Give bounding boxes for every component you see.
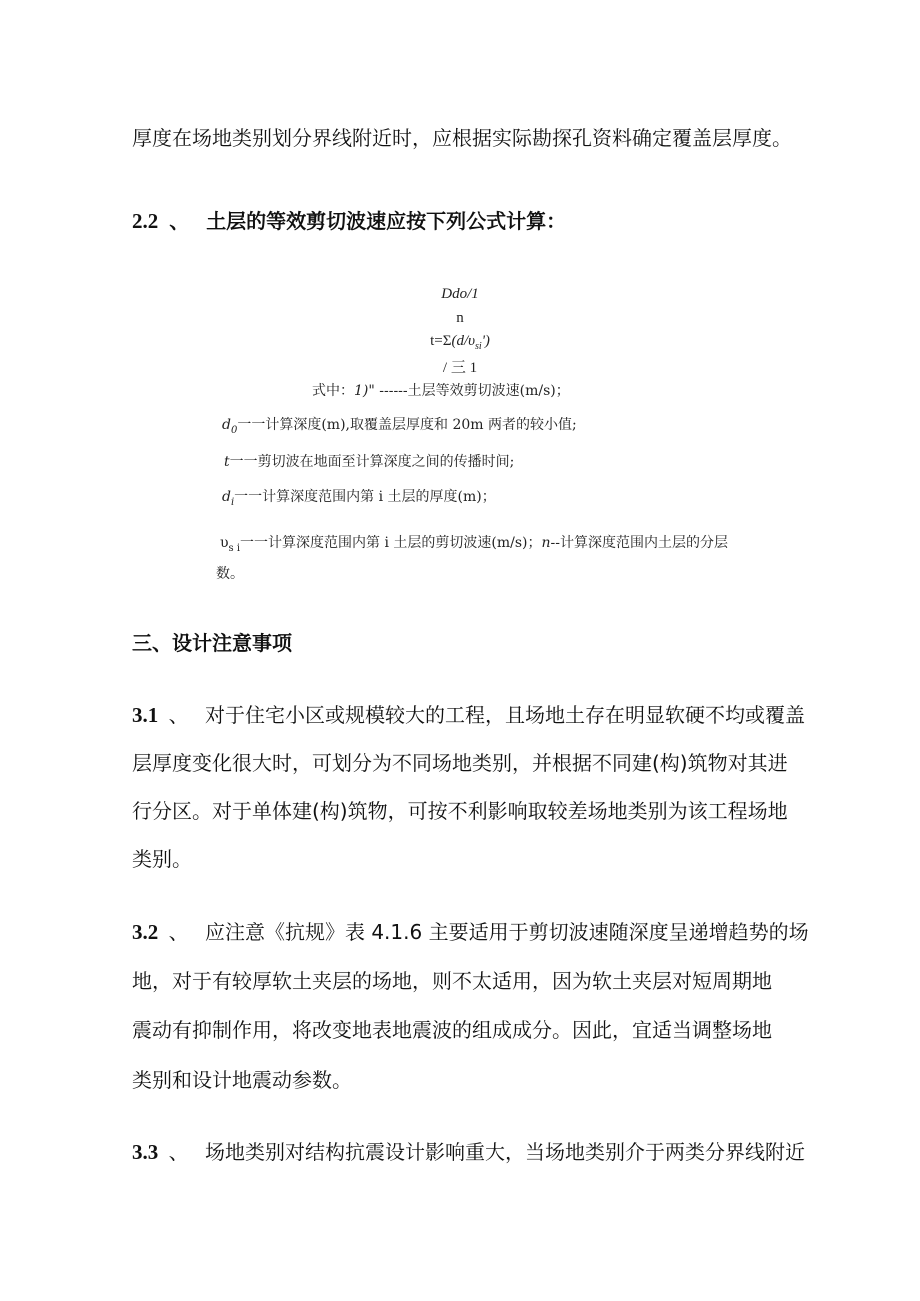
- note-symbol: t: [224, 454, 230, 470]
- note-label: 式中：: [312, 383, 354, 399]
- note-4: [222, 486, 496, 508]
- note-symbol: υ: [220, 535, 229, 551]
- paragraph-3-3-line-1: [132, 1136, 805, 1165]
- note-2: [222, 414, 577, 436]
- formula-sub: si: [475, 341, 482, 352]
- note-1: [312, 380, 570, 400]
- note-sub: 0: [230, 424, 238, 436]
- paragraph-number: 3.3: [132, 1140, 159, 1164]
- section-3-heading: 三、设计注意事项: [132, 631, 292, 655]
- section-title: 土层的等效剪切波速应按下列公式计算：: [206, 209, 567, 233]
- formula-line-4: / 三 1: [442, 360, 478, 376]
- note-text: ------土层等效剪切波速(m/s)；: [374, 383, 570, 399]
- paragraph-3-2-line-1: [132, 916, 809, 945]
- note-text: 一一计算深度(m),取覆盖层厚度和 20m 两者的较小值;: [237, 417, 577, 433]
- note-text: 一一剪切波在地面至计算深度之间的传播时间;: [229, 454, 515, 470]
- paragraph-text: 应注意《抗规》表 4.1.6 主要适用于剪切波速随深度呈递增趋势的场: [204, 920, 809, 944]
- formula-line-3: [0, 333, 920, 352]
- note-3: [224, 451, 514, 471]
- paragraph-separator: 、: [168, 703, 189, 727]
- paragraph-number: 3.1: [132, 703, 159, 727]
- paragraph-3-1-line-2: 层厚度变化很大时，可划分为不同场地类别，并根据不同建(构)筑物对其进: [132, 751, 788, 775]
- note-5-continuation: 数。: [216, 566, 244, 582]
- formula-close: '): [481, 333, 490, 349]
- paragraph-3-2-line-2: 地，对于有较厚软土夹层的场地，则不太适用，因为软土夹层对短周期地: [132, 969, 772, 993]
- paragraph-3-1-line-4: 类别。: [132, 847, 192, 871]
- intro-line: 厚度在场地类别划分界线附近时，应根据实际勘探孔资料确定覆盖层厚度。: [132, 126, 792, 150]
- paragraph-3-1-line-1: [132, 699, 805, 728]
- note-text: 一一计算深度范围内第 i 土层的剪切波速(m/s)；: [240, 535, 542, 551]
- paragraph-number: 3.2: [132, 920, 159, 944]
- section-number: 2.2: [132, 209, 159, 233]
- section-separator: 、: [169, 209, 190, 233]
- note-sub: s i: [228, 542, 241, 554]
- section-2-2-heading: [132, 205, 566, 234]
- note-symbol: d: [222, 417, 231, 433]
- paragraph-3-1-line-3: 行分区。对于单体建(构)筑物，可按不利影响取较差场地类别为该工程场地: [132, 799, 788, 823]
- note-symbol: 1)": [354, 383, 375, 399]
- formula-line-1: Ddo/1: [441, 286, 479, 302]
- note-symbol: d: [222, 489, 231, 505]
- note-text: 一一计算深度范围内第 i 土层的厚度(m)；: [234, 489, 496, 505]
- note-5: [220, 532, 728, 554]
- formula-term: (d/υ: [451, 333, 476, 349]
- paragraph-separator: 、: [168, 920, 189, 944]
- paragraph-text: 场地类别对结构抗震设计影响重大，当场地类别介于两类分界线附近: [204, 1140, 805, 1164]
- note-text-2: --计算深度范围内土层的分层: [550, 535, 729, 551]
- formula-sum: t=Σ: [430, 333, 452, 349]
- paragraph-3-2-line-3: 震动有抑制作用，将改变地表地震波的组成成分。因此，宜适当调整场地: [132, 1018, 772, 1042]
- note-sub: i: [230, 496, 235, 508]
- paragraph-text: 对于住宅小区或规模较大的工程，且场地土存在明显软硬不均或覆盖: [204, 703, 805, 727]
- formula-line-2: n: [456, 310, 464, 326]
- note-symbol-n: n: [541, 535, 551, 551]
- paragraph-3-2-line-4: 类别和设计地震动参数。: [132, 1068, 352, 1092]
- paragraph-separator: 、: [168, 1140, 189, 1164]
